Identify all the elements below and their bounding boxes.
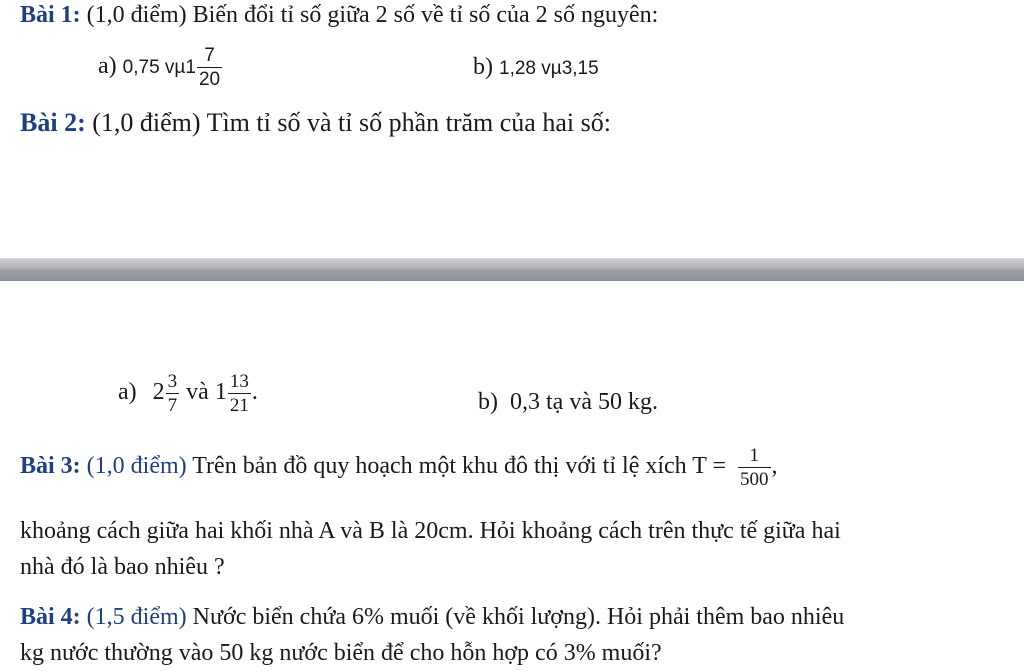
- bai3-line2: khoảng cách giữa hai khối nhà A và B là 20cm. Hỏi khoảng cách trên thực tế giữa hai: [20, 518, 841, 544]
- fraction-denominator: 21: [229, 395, 249, 416]
- fraction-numerator: 3: [167, 371, 178, 392]
- bai2-b-prefix: b): [478, 389, 498, 415]
- bai1-item-a: [98, 46, 223, 89]
- fraction-numerator: 7: [204, 45, 215, 66]
- bai1-points: (1,0 điểm): [86, 2, 187, 28]
- bai2-a-fraction2: [228, 372, 251, 415]
- bai1-a-text: 0,75 vµ1: [122, 57, 196, 79]
- fraction-denominator: 500: [740, 469, 769, 490]
- bai3-after: ,: [771, 453, 778, 480]
- bai2-item-a: [118, 372, 258, 415]
- bai1-b-prefix: b): [473, 54, 493, 80]
- bai1-label: Bài 1:: [20, 2, 81, 28]
- bai1-a-prefix: a): [98, 53, 117, 80]
- bai2-b-text: 0,3 tạ và 50 kg.: [510, 389, 658, 415]
- bai2-a-mid: và: [186, 379, 209, 406]
- fraction-numerator: 1: [749, 445, 759, 466]
- bai3-points: (1,0 điểm): [86, 453, 187, 480]
- bai4-points: (1,5 điểm): [86, 604, 187, 630]
- bai2-a-whole1: 2: [152, 379, 165, 406]
- bai3-line3: nhà đó là bao nhiêu ?: [20, 554, 225, 580]
- bai2-a-prefix: a): [118, 379, 137, 406]
- bai3-text: Trên bản đồ quy hoạch một khu đô thị với tỉ lệ xích T =: [192, 453, 726, 480]
- fraction-numerator: 13: [229, 371, 249, 392]
- bai2-a-end: .: [251, 379, 258, 406]
- fraction-denominator: 20: [198, 69, 221, 90]
- bai4-text: Nước biển chứa 6% muối (về khối lượng). Hỏi phải thêm bao nhiêu: [192, 604, 845, 630]
- bai3-fraction: [738, 446, 771, 489]
- bai1-item-b: [473, 54, 599, 81]
- page-separator: [0, 258, 1024, 281]
- bai4-heading: [20, 604, 844, 631]
- bai1-a-fraction: [197, 46, 222, 89]
- bai1-b-text: 1,28 vµ3,15: [499, 58, 599, 79]
- bai2-label: Bài 2:: [20, 108, 86, 137]
- bai2-text: Tìm tỉ số và tỉ số phần trăm của hai số:: [206, 108, 611, 137]
- bai2-a-fraction1: [166, 372, 180, 415]
- bai1-text: Biến đổi tỉ số giữa 2 số về tỉ số của 2 số nguyên:: [192, 2, 659, 28]
- bai1-heading: [20, 2, 658, 29]
- bai3-label: Bài 3:: [20, 453, 81, 480]
- bai4-line2: kg nước thường vào 50 kg nước biển để cho hỗn hợp có 3% muối?: [20, 640, 662, 666]
- bai2-a-whole2: 1: [214, 379, 227, 406]
- bai2-heading: [20, 108, 611, 138]
- bai2-points: (1,0 điểm): [92, 108, 201, 137]
- bai3-heading: [20, 446, 778, 489]
- fraction-denominator: 7: [167, 395, 178, 416]
- bai4-label: Bài 4:: [20, 604, 81, 630]
- bai2-item-b: [478, 389, 658, 416]
